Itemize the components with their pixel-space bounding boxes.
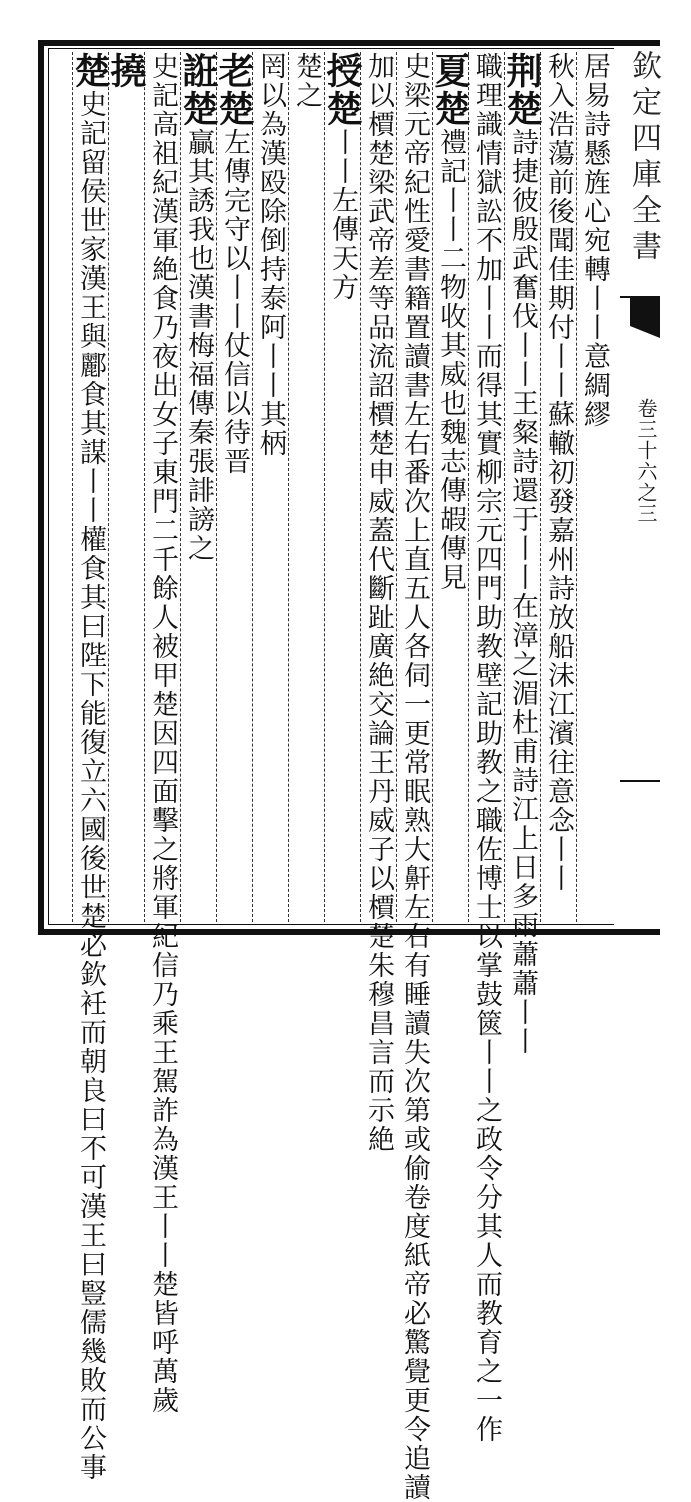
- text-segment: 史記高祖紀漢軍絶食乃夜出女子東門二千餘人被甲楚因四面擊之將軍紀信乃乘王駕詐為漢王丨丨楚皆呼萬歲: [147, 52, 178, 1415]
- entry-heading: 夏楚: [429, 52, 471, 128]
- column-divider: [144, 52, 145, 922]
- text-column: [540, 52, 576, 922]
- book-title: 欽定四庫全書: [626, 50, 661, 266]
- column-divider: [108, 52, 109, 922]
- text-segment: 職理識情獄訟不加丨丨而得其實柳宗元四門助教壁記助教之職佐博士以掌鼓篋丨丨之政令分其人而教育之一作: [471, 52, 502, 1444]
- juan-number: 卷三十六之三: [634, 398, 658, 524]
- column-divider: [396, 52, 397, 922]
- text-segment: 贏其誘我也漢書梅福傳秦張誹謗之: [183, 128, 214, 563]
- column-divider: [504, 52, 505, 922]
- entry-heading: 荆楚: [501, 52, 543, 128]
- column-divider: [576, 52, 577, 922]
- margin-rule: [620, 780, 660, 782]
- text-segment: 秋入浩蕩前後聞佳期付丨丨蘇轍初發嘉州詩放船沬江濱往意念丨丨: [543, 52, 574, 893]
- text-column: [69, 52, 111, 1482]
- text-column: [321, 52, 363, 922]
- text-segment: 罔以為漢殴除倒持泰阿丨丨其柄: [255, 52, 286, 458]
- text-segment: 加以檟楚梁武帝差等品流詔檟楚申威蓋代斷趾廣絶交論王丹威子以檟楚朱穆昌言而示絶: [363, 52, 394, 1154]
- text-column: [501, 52, 543, 1056]
- entry-heading: 楚: [69, 52, 111, 90]
- column-divider: [252, 52, 253, 922]
- text-segment: 史記留侯世家漢王與酈食其謀丨丨權食其曰陛下能復立六國後世楚必欽衽而朝良曰不可漢王曰豎儒幾敗而公事: [75, 90, 106, 1482]
- text-column: [252, 52, 288, 922]
- text-column: [576, 52, 612, 922]
- entry-heading: 老楚: [213, 52, 255, 128]
- text-segment: 史梁元帝紀性愛書籍置讀書左右番次上直五人各伺一更常眠熟大鼾左右有睡讀失次第或偷卷度紙帝必驚覺更令追讀: [399, 52, 430, 1502]
- entry-heading: 授楚: [321, 52, 363, 128]
- column-divider: [180, 52, 181, 922]
- column-divider: [216, 52, 217, 922]
- text-segment: 丨丨左傳天方: [327, 128, 358, 302]
- column-divider: [324, 52, 325, 922]
- text-segment: 居易詩懸旌心宛轉丨丨意綢繆: [579, 52, 610, 429]
- text-column: [177, 52, 219, 922]
- text-segment: 禮記丨丨二物收其威也魏志傳嘏傳見: [435, 128, 466, 592]
- text-column: [144, 52, 180, 1415]
- column-divider: [468, 52, 469, 922]
- text-column: [105, 52, 147, 922]
- column-divider: [72, 52, 73, 922]
- text-column: [396, 52, 432, 1502]
- column-divider: [540, 52, 541, 922]
- text-column: [429, 52, 471, 922]
- text-segment: 左傳完守以丨丨仗信以待晋: [219, 128, 250, 476]
- text-segment: 詩捷彼殷武奮伐丨丨王粲詩還于丨丨在漳之湄杜甫詩江上日多雨蕭蕭丨丨: [507, 128, 538, 1056]
- column-divider: [288, 52, 289, 922]
- text-column: [213, 52, 255, 922]
- text-column: [288, 52, 324, 922]
- entry-heading: 誑楚: [177, 52, 219, 128]
- text-segment: 楚之: [291, 52, 322, 110]
- column-divider: [360, 52, 361, 922]
- entry-heading: 撓: [105, 52, 147, 90]
- text-column: [468, 52, 504, 1444]
- text-column: [360, 52, 396, 1154]
- column-divider: [432, 52, 433, 922]
